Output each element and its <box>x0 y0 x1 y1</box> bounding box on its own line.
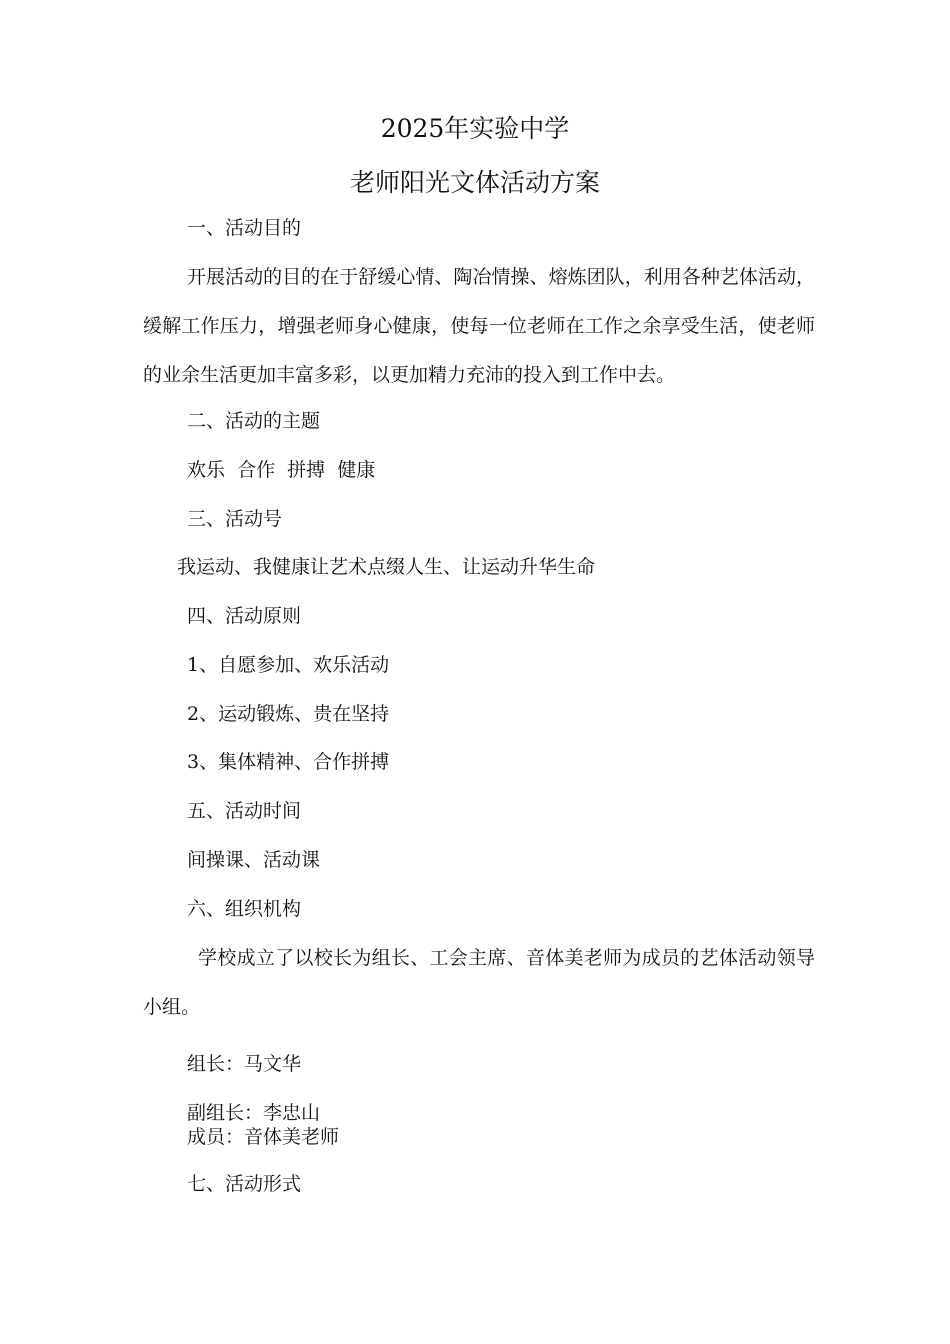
members-line: 成员：音体美老师 <box>187 1126 340 1148</box>
section-1-body: 开展活动的目的在于舒缓心情、陶冶情操、熔炼团队，利用各种艺体活动，缓解工作压力，增强老师身心健康，使每一位老师在工作之余享受生活，使老师的业余生活更加丰富多彩，以更加精力充沛的投入到工作中去。 <box>143 266 815 386</box>
section-7-heading: 七、活动形式 <box>187 1173 302 1195</box>
leader-line: 组长：马文华 <box>187 1053 302 1075</box>
document-title-line1: 2025年实验中学 <box>380 114 570 143</box>
section-5-body: 间操课、活动课 <box>187 849 321 871</box>
section-3-body: 我运动、我健康让艺术点缀人生、让运动升华生命 <box>177 556 596 578</box>
section-4-heading: 四、活动原则 <box>187 605 302 627</box>
section-6-heading: 六、组织机构 <box>187 898 302 920</box>
section-5-heading: 五、活动时间 <box>187 800 302 822</box>
section-2-heading: 二、活动的主题 <box>187 410 321 432</box>
section-3-heading: 三、活动号 <box>187 508 283 530</box>
section-1-heading: 一、活动目的 <box>187 217 302 239</box>
document-title-line2: 老师阳光文体活动方案 <box>349 168 600 197</box>
principle-item-2: 2、运动锻炼、贵在坚持 <box>187 703 390 725</box>
deputy-leader-line: 副组长：李忠山 <box>187 1102 321 1124</box>
principle-item-1: 1、自愿参加、欢乐活动 <box>187 654 390 676</box>
section-6-body: 学校成立了以校长为组长、工会主席、音体美老师为成员的艺体活动领导小组。 <box>143 947 815 1018</box>
principle-item-3: 3、集体精神、合作拼搏 <box>187 751 390 773</box>
section-2-body: 欢乐 合作 拼搏 健康 <box>187 459 376 481</box>
